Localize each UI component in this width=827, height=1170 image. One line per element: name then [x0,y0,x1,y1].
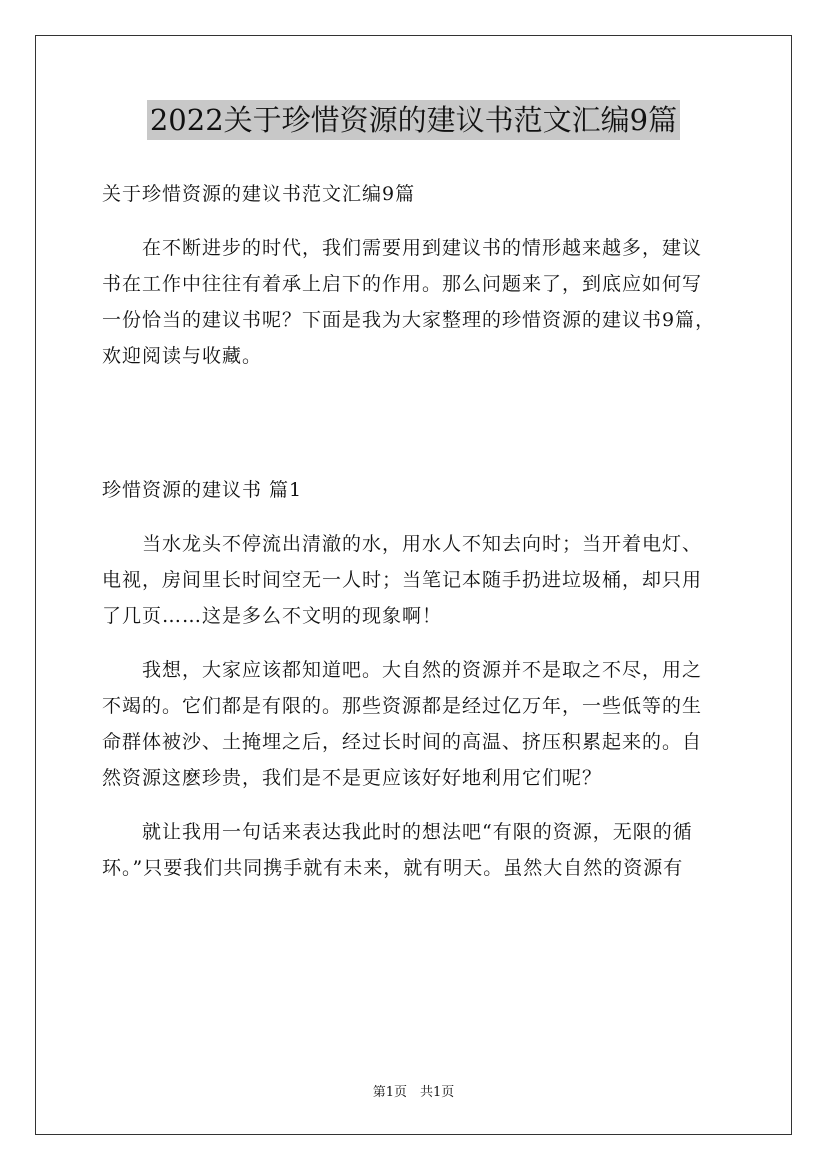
body-paragraph [102,814,732,886]
paragraph-line: 不竭的。它们都是有限的。那些资源都是经过亿万年，一些低等的生 [102,695,703,717]
paragraph-line: 就让我用一句话来表达我此时的想法吧“有限的资源，无限的循 [102,821,693,843]
paragraph-line: 电视，房间里长时间空无一人时；当笔记本随手扔进垃圾桶，却只用 [102,569,703,591]
document-title: 2022关于珍惜资源的建议书范文汇编9篇 [147,100,680,140]
paragraph-line: 了几页……这是多么不文明的现象啊！ [102,605,443,627]
intro-line: 一份恰当的建议书呢？下面是我为大家整理的珍惜资源的建议书9篇， [102,309,716,331]
paragraph-line: 环。”只要我们共同携手就有未来，就有明天。虽然大自然的资源有 [102,857,684,879]
page-footer: 第1页 共1页 [372,1085,455,1100]
intro-line: 在不断进步的时代，我们需要用到建议书的情形越来越多，建议 [102,237,703,259]
intro-paragraph [102,230,732,374]
paragraph-line: 当水龙头不停流出清澈的水，用水人不知去向时；当开着电灯、 [102,533,703,555]
paragraph-line: 我想，大家应该都知道吧。大自然的资源并不是取之不尽，用之 [102,659,703,681]
document-subtitle: 关于珍惜资源的建议书范文汇编9篇 [102,183,416,205]
section-heading: 珍惜资源的建议书 篇1 [102,479,303,501]
title-container [0,100,827,140]
paragraph-line: 然资源这麽珍贵，我们是不是更应该好好地利用它们呢？ [102,767,603,789]
document-body [102,176,732,904]
body-paragraph [102,526,732,634]
intro-line: 书在工作中往往有着承上启下的作用。那么问题来了，到底应如何写 [102,273,703,295]
body-paragraph [102,652,732,796]
intro-line: 欢迎阅读与收藏。 [102,345,263,367]
paragraph-line: 命群体被沙、土掩埋之后，经过长时间的高温、挤压积累起来的。自 [102,731,703,753]
